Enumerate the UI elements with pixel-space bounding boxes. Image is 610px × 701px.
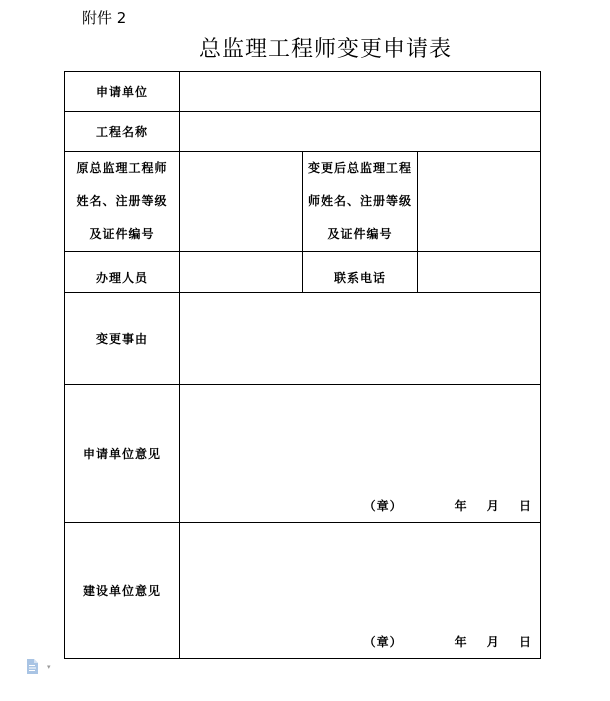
label-line: 原总监理工程师 <box>76 161 168 175</box>
label-text: 办理人员 <box>95 270 148 285</box>
change-application-form <box>64 71 541 659</box>
page-title: 总监理工程师变更申请表 <box>199 37 453 62</box>
label-line: 及证件编号 <box>327 227 393 241</box>
label-applicant-opinion <box>64 384 180 523</box>
label-contact-phone <box>302 251 418 293</box>
year-text: 年 <box>454 635 468 649</box>
label-text: 联系电话 <box>333 270 386 285</box>
seal-text: （章） <box>363 635 403 649</box>
seal-date-line <box>364 633 532 650</box>
month-text: 月 <box>486 499 500 513</box>
field-construction-opinion[interactable] <box>179 522 541 659</box>
label-line: 姓名、注册等级 <box>76 194 168 208</box>
seal-text: （章） <box>363 499 403 513</box>
label-construction-opinion <box>64 522 180 659</box>
day-text: 日 <box>518 499 532 513</box>
field-handler[interactable] <box>179 251 303 293</box>
label-project-name <box>64 111 180 152</box>
month-text: 月 <box>486 635 500 649</box>
label-new-engineer <box>302 151 418 252</box>
label-change-reason <box>64 292 180 385</box>
field-new-engineer[interactable] <box>417 151 541 252</box>
paste-options-dropdown-icon[interactable]: ▾ <box>47 663 51 671</box>
field-original-engineer[interactable] <box>179 151 303 252</box>
label-applicant-unit <box>64 71 180 112</box>
label-text: 变更事由 <box>95 332 148 346</box>
label-original-engineer <box>64 151 180 252</box>
field-change-reason[interactable] <box>179 292 541 385</box>
date-line <box>441 497 532 514</box>
label-text: 建设单位意见 <box>82 584 161 598</box>
label-text: 申请单位 <box>95 85 148 99</box>
field-applicant-opinion[interactable] <box>179 384 541 523</box>
year-text: 年 <box>454 499 468 513</box>
day-text: 日 <box>518 635 532 649</box>
attachment-label: 附件 2 <box>82 9 127 27</box>
paste-options-icon[interactable] <box>26 659 39 674</box>
label-handler <box>64 251 180 293</box>
label-text: 申请单位意见 <box>82 447 161 461</box>
label-line: 变更后总监理工程 <box>307 161 412 175</box>
field-contact-phone[interactable] <box>417 251 541 293</box>
date-line <box>441 633 532 650</box>
field-applicant-unit[interactable] <box>179 71 541 112</box>
seal-date-line <box>364 497 532 514</box>
label-line: 及证件编号 <box>89 227 155 241</box>
field-project-name[interactable] <box>179 111 541 152</box>
label-line: 师姓名、注册等级 <box>307 194 412 208</box>
label-text: 工程名称 <box>95 125 148 139</box>
